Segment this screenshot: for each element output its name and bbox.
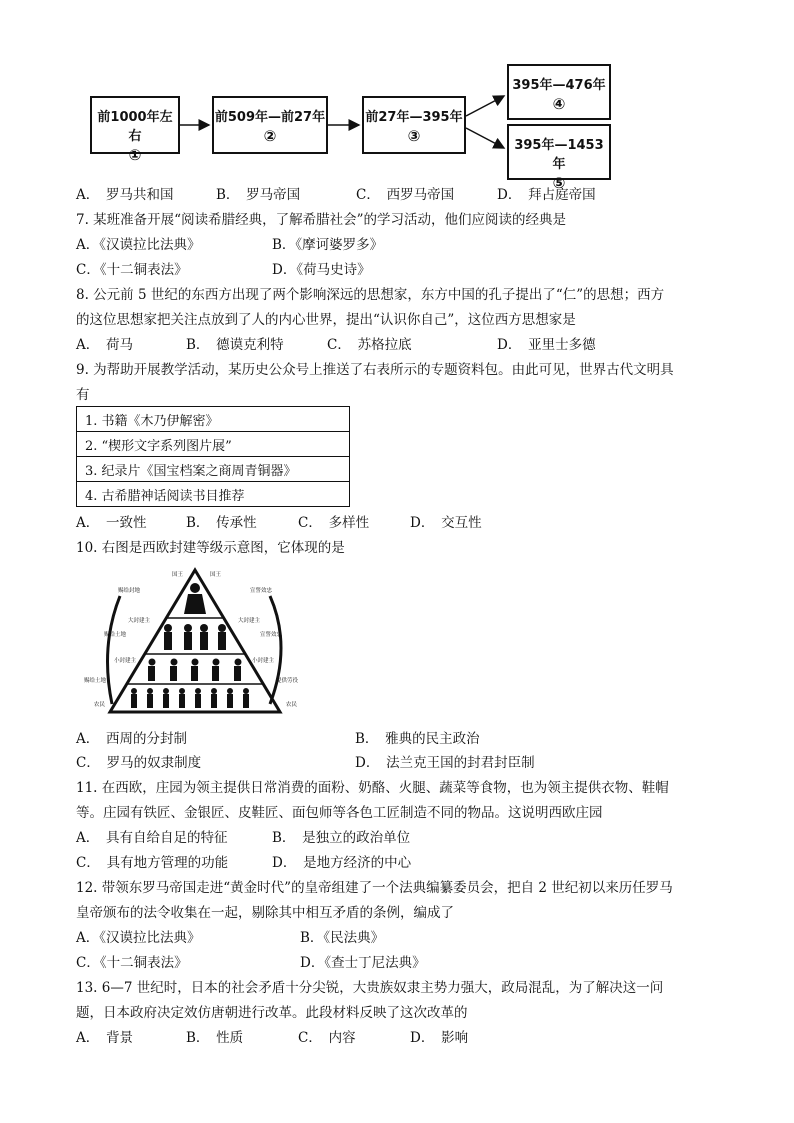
q13-option-b[interactable]: B． 性质 — [186, 1030, 244, 1046]
fig-label: 农民 — [94, 702, 106, 708]
q12-option-c[interactable]: C．《十二铜表法》 — [76, 955, 188, 971]
table-cell: 4. 古希腊神话阅读书目推荐 — [77, 482, 350, 507]
q7-option-d[interactable]: D．《荷马史诗》 — [272, 262, 371, 278]
q7-option-b[interactable]: B．《摩诃婆罗多》 — [272, 237, 384, 253]
arrow-3-5 — [466, 128, 504, 148]
timeline-period: 前509年—前27年 — [214, 110, 326, 125]
timeline-number: ④ — [552, 95, 566, 113]
fig-label: 大封建主 — [238, 618, 261, 624]
timeline-period: 前27年—395年 — [365, 110, 463, 125]
q6-option-d[interactable]: D． 拜占庭帝国 — [497, 187, 596, 203]
q6-option-b[interactable]: B． 罗马帝国 — [216, 187, 301, 203]
feudal-hierarchy-figure — [80, 566, 310, 718]
q9-option-c[interactable]: C． 多样性 — [298, 515, 370, 531]
fig-label: 国王 — [172, 572, 184, 578]
fig-label: 农民 — [286, 702, 298, 708]
q13-option-d[interactable]: D． 影响 — [410, 1030, 469, 1046]
q9-option-a[interactable]: A． 一致性 — [76, 515, 147, 531]
resource-table — [76, 406, 350, 507]
timeline-period: 395年—476年 — [512, 78, 606, 93]
q12-stem-line2: 皇帝颁布的法令收集在一起，剔除其中相互矛盾的条例，编成了 — [76, 905, 454, 921]
q10-stem: 10. 右图是西欧封建等级示意图，它体现的是 — [76, 540, 345, 556]
q13-stem-line1: 13. 6—7 世纪时，日本的社会矛盾十分尖锐，大贵族奴隶主势力强大，政局混乱，为了解决这一问 — [76, 980, 664, 996]
q10-option-a[interactable]: A． 西周的分封制 — [76, 731, 187, 747]
q8-stem-line1: 8. 公元前 5 世纪的东西方出现了两个影响深远的思想家，东方中国的孔子提出了“仁”的思想；西方 — [76, 287, 665, 303]
q7-option-a[interactable]: A．《汉谟拉比法典》 — [76, 237, 201, 253]
q8-stem-line2: 的这位思想家把关注点放到了人的内心世界，提出“认识你自己”，这位西方思想家是 — [76, 312, 576, 328]
q13-option-c[interactable]: C． 内容 — [298, 1030, 356, 1046]
q6-option-a[interactable]: A． 罗马共和国 — [76, 187, 174, 203]
q10-option-b[interactable]: B． 雅典的民主政治 — [355, 731, 480, 747]
q9-option-d[interactable]: D． 交互性 — [410, 515, 482, 531]
table-cell: 2. “楔形文字系列图片展” — [77, 432, 350, 457]
arrow-3-4 — [466, 96, 504, 116]
q10-option-d[interactable]: D． 法兰克王国的封君封臣制 — [355, 755, 535, 771]
q8-option-c[interactable]: C． 苏格拉底 — [327, 337, 412, 353]
q8-option-a[interactable]: A． 荷马 — [76, 337, 133, 353]
q12-stem-line1: 12. 带领东罗马帝国走进“黄金时代”的皇帝组建了一个法典编纂委员会，把自 2 世纪初以来历任罗马 — [76, 880, 673, 896]
fig-label: 国王 — [210, 572, 222, 578]
q12-option-b[interactable]: B．《民法典》 — [300, 930, 385, 946]
q11-option-b[interactable]: B． 是独立的政治单位 — [272, 830, 411, 846]
fig-label: 赐给封地 — [118, 588, 141, 594]
q7-option-c[interactable]: C．《十二铜表法》 — [76, 262, 188, 278]
table-cell: 1. 书籍《木乃伊解密》 — [77, 407, 350, 432]
table-row — [77, 432, 350, 457]
timeline-number: ⑤ — [552, 174, 566, 192]
fig-label: 宣誓效忠 — [250, 588, 273, 594]
q13-stem-line2: 题，日本政府决定效仿唐朝进行改革。此段材料反映了这次改革的 — [76, 1005, 468, 1021]
table-row — [77, 482, 350, 507]
fig-label: 赐给土地 — [104, 632, 127, 638]
q10-option-c[interactable]: C． 罗马的奴隶制度 — [76, 755, 202, 771]
q8-option-b[interactable]: B． 德谟克利特 — [186, 337, 284, 353]
q12-option-a[interactable]: A．《汉谟拉比法典》 — [76, 930, 201, 946]
q11-option-c[interactable]: C． 具有地方管理的功能 — [76, 855, 229, 871]
q8-option-d[interactable]: D． 亚里士多德 — [497, 337, 596, 353]
q11-stem-line2: 等。庄园有铁匠、金银匠、皮鞋匠、面包师等各色工匠制造不同的物品。这说明西欧庄园 — [76, 805, 603, 821]
table-cell: 3. 纪录片《国宝档案之商周青铜器》 — [77, 457, 350, 482]
timeline-number: ③ — [407, 127, 421, 145]
q11-stem-line1: 11. 在西欧，庄园为领主提供日常消费的面粉、奶酪、火腿、蔬菜等食物，也为领主提供衣物、鞋帽 — [76, 780, 669, 796]
table-row — [77, 457, 350, 482]
fig-label: 大封建主 — [128, 618, 151, 624]
timeline-period: 前1000年左右 — [97, 110, 173, 144]
table-row — [77, 407, 350, 432]
q12-option-d[interactable]: D．《查士丁尼法典》 — [300, 955, 426, 971]
q9-stem-line2: 有 — [76, 387, 90, 403]
q9-stem-line1: 9. 为帮助开展教学活动，某历史公众号上推送了右表所示的专题资料包。由此可见，世界古代文明具 — [76, 362, 674, 378]
timeline-number: ② — [263, 127, 277, 145]
timeline-period: 395年—1453年 — [514, 138, 604, 172]
q9-option-b[interactable]: B． 传承性 — [186, 515, 257, 531]
timeline-number: ① — [128, 146, 142, 164]
fig-label: 小封建主 — [114, 658, 137, 664]
q13-option-a[interactable]: A． 背景 — [76, 1030, 133, 1046]
fig-label: 小封建主 — [252, 658, 275, 664]
q11-option-a[interactable]: A． 具有自给自足的特征 — [76, 830, 228, 846]
fig-label: 提供劳役 — [276, 678, 299, 684]
q7-stem: 7. 某班准备开展“阅读希腊经典，了解希腊社会”的学习活动，他们应阅读的经典是 — [76, 212, 566, 228]
timeline-arrows — [0, 0, 794, 200]
fig-label: 宣誓效忠 — [260, 632, 283, 638]
fig-label: 赐给土地 — [84, 678, 107, 684]
q6-option-c[interactable]: C． 西罗马帝国 — [356, 187, 455, 203]
q11-option-d[interactable]: D． 是地方经济的中心 — [272, 855, 412, 871]
